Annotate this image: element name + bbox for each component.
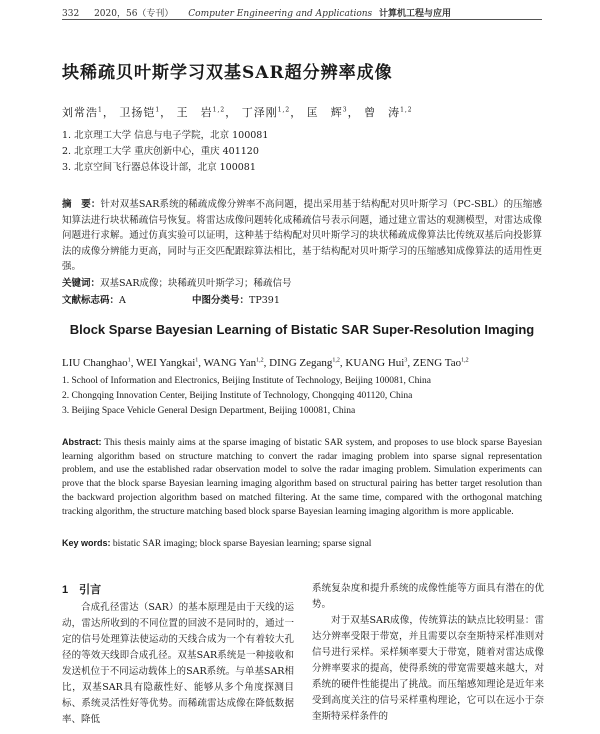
cn-keywords-text: 双基SAR成像；块稀疏贝叶斯学习；稀疏信号	[100, 278, 292, 289]
author: 丁泽刚$^{1,2}$	[241, 106, 291, 119]
author: LIU Changhao$^1$	[62, 357, 131, 369]
cn-authors: 刘常浩$^1$， 卫扬铠$^1$， 王 岩$^{1,2}$， 丁泽刚$^{1,2}$， 匡 辉$^3$， 曾 涛$^{1,2}$	[62, 106, 413, 119]
body-right-column	[312, 581, 544, 725]
body-paragraph: 对于双基SAR成像，传统算法的缺点比较明显：雷达分辨率受限于带宽，并且需要以奈奎斯特采样准则对信号进行采样。采样频率要大于带宽，随着对雷达成像分辨率要求的提高，使得系统的带宽需要越来越大，对系统的硬件性能提出了挑战。而压缩感知理论是近年来受到高度关注的信号采样重构理论，它可以在远小于奈奎斯特采样条件的	[312, 615, 544, 722]
cn-keywords-label: 关键词：	[62, 278, 101, 289]
author: 曾 涛$^{1,2}$	[364, 106, 413, 119]
cn-affiliation: 2. 北京理工大学 重庆创新中心，重庆 401120	[62, 146, 259, 157]
author: ZENG Tao$^{1,2}$	[412, 357, 469, 369]
cn-keywords	[62, 275, 292, 289]
author: 匡 辉$^3$	[306, 106, 348, 119]
running-header	[62, 6, 542, 19]
body-paragraph: 系统复杂度和提升系统的成像性能等方面具有潜在的优势。	[312, 583, 544, 610]
year-issue: 2020，56（专刊）	[94, 9, 174, 19]
author: WEI Yangkai$^1$	[136, 357, 199, 369]
author: 王 岩$^{1,2}$	[176, 106, 226, 119]
journal-name-cn: 计算机工程与应用	[379, 9, 452, 19]
en-affiliation: 1. School of Information and Electronics, Beijing Institute of Technology, Beijing 100081, China	[62, 376, 431, 386]
en-abstract-label: Abstract:	[62, 437, 102, 447]
en-affiliation: 2. Chongqing Innovation Center, Beijing Institute of Technology, Chongqing 401120, China	[62, 391, 413, 401]
en-authors: LIU Changhao$^1$, WEI Yangkai$^1$, WANG Yan$^{1,2}$, DING Zegang$^{1,2}$, KUANG Hui$^3$, ZENG Tao$^{1,2}$	[62, 357, 469, 369]
en-keywords	[62, 538, 371, 549]
en-abstract-text: This thesis mainly aims at the sparse imaging of bistatic SAR system, and proposes to use block sparse Bayesian learning algorithm based on structure matching to convert the radar imaging problem into sparse signal representation problem, and use the established radar observation model to solve the radar imaging problem. Simulation experiments can prove that the block sparse Bayesian learning imaging algorithm based on structural pairing has better target resolution than the backward projection algorithm based on matched filtering. At the same time, compared with the orthogonal matching tracking algorithm, the structure matching based block sparse Bayesian learning imaging algorithm is more applicable.	[62, 438, 542, 517]
cn-abstract-label: 摘 要：	[62, 199, 101, 210]
journal-name-en: Computer Engineering and Applications	[188, 9, 373, 19]
cn-abstract	[62, 197, 542, 275]
en-abstract	[62, 436, 542, 519]
author: 卫扬铠$^1$	[119, 106, 161, 119]
class-number: 中图分类号：TP391	[192, 295, 280, 306]
cn-affiliation: 3. 北京空间飞行器总体设计部，北京 100081	[62, 162, 256, 173]
body-left-column: 合成孔径雷达（SAR）的基本原理是由于天线的运动，雷达所收到的不同位置的回波不是同时的，通过一定的信号处理算法使运动的天线合成为一个有着较大孔径的等效天线即合成孔径。双基SAR系统是一种接收和发送机位于不同运动载体上的SAR系统。与单基SAR相比，双基SAR具有隐蔽性好、能够从多个角度探测目标、系统灵活性好等优势。而稀疏雷达成像在降低数据率、降低	[62, 602, 294, 725]
cn-title: 块稀疏贝叶斯学习双基SAR超分辨率成像	[62, 63, 393, 83]
en-affiliation: 3. Beijing Space Vehicle General Design Department, Beijing 100081, China	[62, 406, 356, 416]
header-rule	[62, 19, 542, 20]
author: WANG Yan$^{1,2}$	[203, 357, 264, 369]
author: DING Zegang$^{1,2}$	[269, 357, 340, 369]
en-title: Block Sparse Bayesian Learning of Bistatic SAR Super-Resolution Imaging	[69, 322, 535, 337]
cn-abstract-text: 针对双基SAR系统的稀疏成像分辨率不高问题，提出采用基于结构配对贝叶斯学习（PC-SBL）的压缩感知算法进行块状稀疏信号恢复。将雷达成像问题转化成稀疏信号表示问题，通过建立雷达的观测模型，对雷达成像问题进行求解。通过仿真实验可以证明，这种基于结构配对贝叶斯学习的块状稀疏成像算法比传统双基后向投影算法的成像分辨能力更高，同时与正交匹配跟踪算法相比，基于结构配对贝叶斯学习的压缩感知成像算法的适用性更强。	[62, 199, 542, 272]
en-keywords-label: Key words:	[62, 538, 111, 548]
author: KUANG Hui$^3$	[345, 357, 408, 369]
en-keywords-text: bistatic SAR imaging; block sparse Bayesian learning; sparse signal	[112, 539, 372, 549]
cn-affiliation: 1. 北京理工大学 信息与电子学院，北京 100081	[62, 130, 269, 141]
author: 刘常浩$^1$	[62, 106, 103, 119]
page-number: 332	[62, 9, 80, 19]
doc-code: 文献标志码：A	[62, 295, 126, 306]
section-heading: 1 引言	[62, 584, 102, 596]
